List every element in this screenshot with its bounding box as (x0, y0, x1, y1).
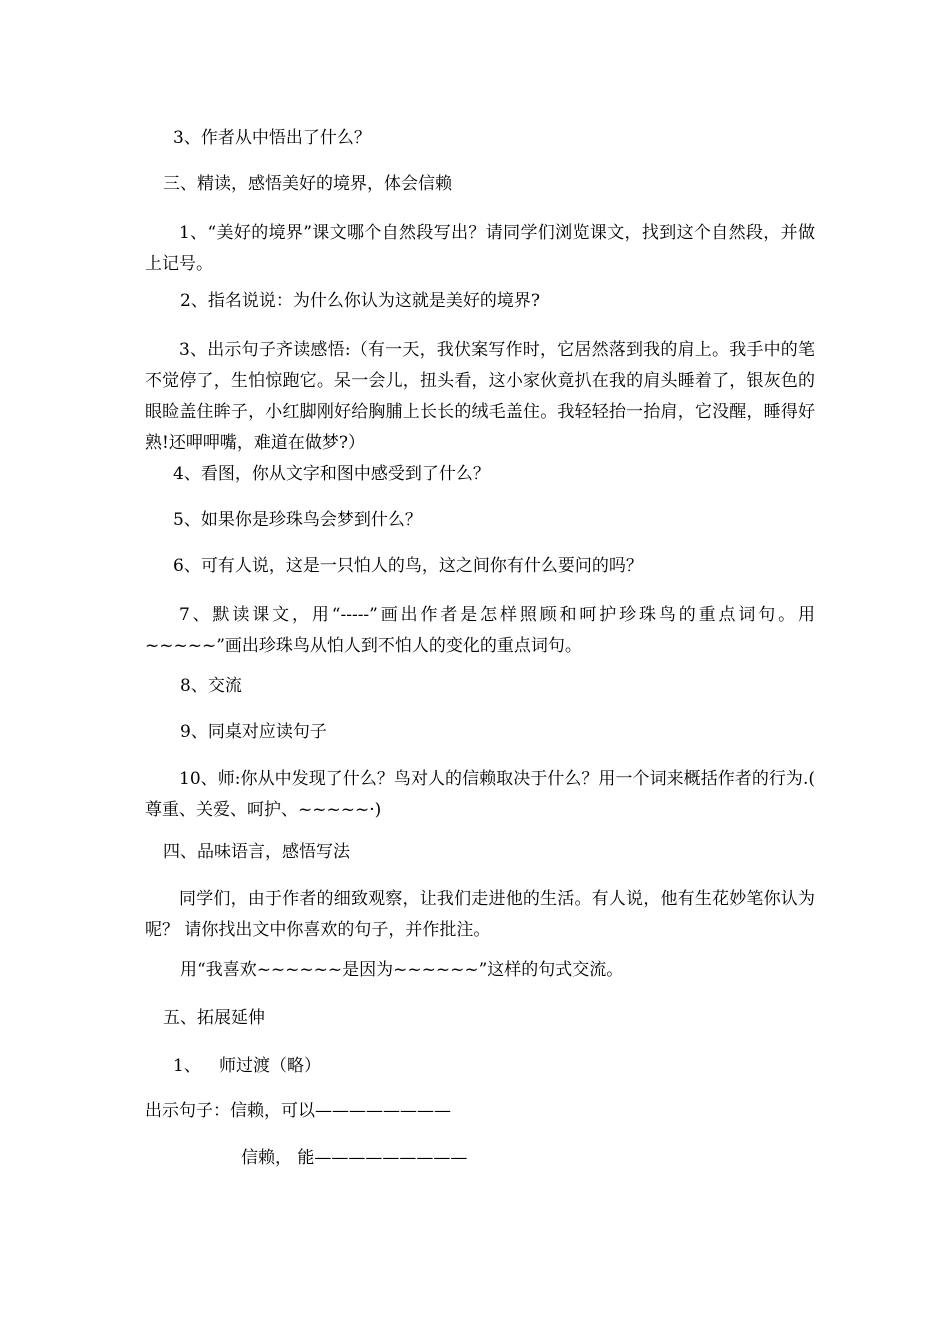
section-4-paragraph: 同学们，由于作者的细致观察，让我们走进他的生活。有人说，他有生花妙笔你认为呢？ 请你找出文中你喜欢的句子，并作批注。 (145, 889, 815, 940)
step-6-line: 6、可有人说，这是一只怕人的鸟，这之间你有什么要问的吗？ (173, 556, 643, 576)
step-7-paragraph: 7、默读课文，用“-----”画出作者是怎样照顾和呵护珍珠鸟的重点词句。用~~~~~”画出珍珠鸟从怕人到不怕人的变化的重点词句。 (145, 605, 815, 656)
step-1-paragraph: 1、“美好的境界”课文哪个自然段写出？请同学们浏览课文，找到这个自然段，并做上记号。 (145, 223, 815, 274)
sentence-pattern-line: 用“我喜欢~~~~~~是因为~~~~~~”这样的句式交流。 (180, 960, 624, 980)
section-5-heading: 五、拓展延伸 (163, 1008, 265, 1028)
step-2-line: 2、指名说说：为什么你认为这就是美好的境界? (180, 291, 540, 311)
section-4-heading: 四、品味语言，感悟写法 (163, 842, 350, 862)
step-3-paragraph: 3、出示句子齐读感悟:（有一天，我伏案写作时，它居然落到我的肩上。我手中的笔不觉停了，生怕惊跑它。呆一会儿，扭头看，这小家伙竟扒在我的肩头睡着了，银灰色的眼睑盖住眸子，小红脚刚好给胸脯上长长的绒毛盖住。我轻轻抬一抬肩，它没醒，睡得好熟!还呷呷嘴，难道在做梦?） (145, 340, 815, 453)
step-4-line: 4、看图，你从文字和图中感受到了什么？ (173, 464, 490, 484)
section-3-heading: 三、精读，感悟美好的境界，体会信赖 (163, 174, 452, 194)
step-10-paragraph: 10、师:你从中发现了什么？鸟对人的信赖取决于什么？用一个词来概括作者的行为.( 尊重、关爱、呵护、~~~~~·) (145, 769, 815, 820)
extension-item-1-number: 1、 (173, 1056, 201, 1076)
step-9-line: 9、同桌对应读句子 (180, 722, 327, 742)
step-8-line: 8、交流 (180, 676, 242, 696)
item-3-question: 3、作者从中悟出了什么？ (173, 128, 371, 148)
sentence-prompt-1: 出示句子：信赖，可以———————— (145, 1101, 451, 1121)
step-5-line: 5、如果你是珍珠鸟会梦到什么？ (173, 510, 422, 530)
extension-item-1-text: 师过渡（略） (219, 1056, 321, 1076)
sentence-prompt-2: 信赖， 能————————— (241, 1148, 468, 1168)
